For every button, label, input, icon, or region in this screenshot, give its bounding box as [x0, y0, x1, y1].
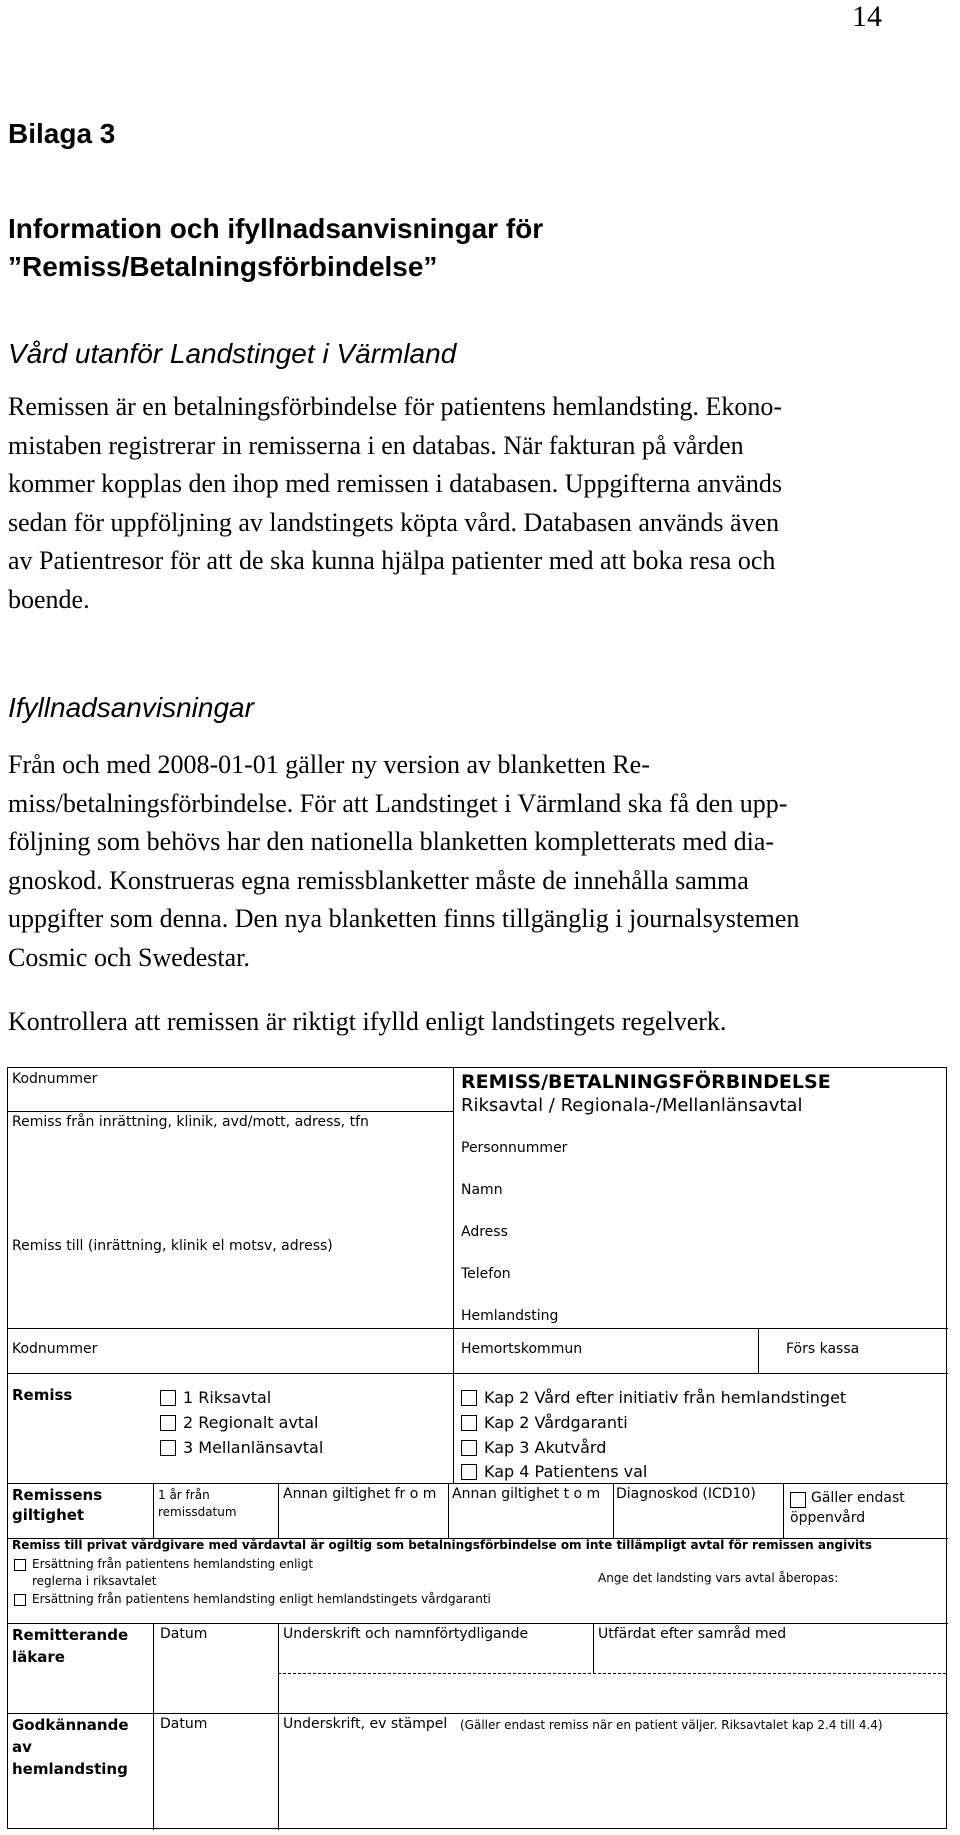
label-fors-kassa: Förs kassa [786, 1341, 860, 1357]
label-hemortskommun: Hemortskommun [461, 1341, 583, 1357]
label-remissens: Remissens [12, 1486, 103, 1504]
option-kap4-patientens-val: Kap 4 Patientens val [484, 1462, 648, 1481]
label-kodnummer-2: Kodnummer [12, 1341, 98, 1357]
checkbox-ersattning-riksavtal[interactable] [14, 1559, 26, 1571]
section-title-vard: Vård utanför Landstinget i Värmland [8, 338, 457, 369]
dashed-divider [278, 1673, 946, 1674]
paragraph-line: sedan för uppföljning av landstingets köpta vård. Databasen används även [8, 507, 780, 537]
label-ange-landsting: Ange det landsting vars avtal åberopas: [598, 1571, 839, 1585]
label-remiss-fran: Remiss från inrättning, klinik, avd/mott, adress, tfn [12, 1114, 369, 1130]
divider [278, 1483, 279, 1538]
divider [593, 1623, 594, 1673]
option-kap3-akutvard: Kap 3 Akutvård [484, 1438, 607, 1457]
checkbox-riksavtal[interactable] [160, 1390, 176, 1406]
divider [453, 1328, 454, 1373]
paragraph-line: Från och med 2008-01-01 gäller ny version av blanketten Re- [8, 750, 650, 779]
label-remiss: Remiss [12, 1386, 73, 1404]
page-number: 14 [852, 0, 882, 33]
label-datum: Datum [160, 1626, 208, 1642]
label-hemlandsting-godk: hemlandsting [12, 1760, 128, 1778]
label-godkannande: Godkännande [12, 1716, 129, 1734]
label-utfardat: Utfärdat efter samråd med [598, 1626, 787, 1642]
paragraph-line: uppgifter som denna. Den nya blanketten finns tillgänglig i journalsystemen [8, 904, 800, 934]
checkbox-kap2-vardgaranti[interactable] [461, 1415, 477, 1431]
checkbox-mellanlansavtal[interactable] [160, 1440, 176, 1456]
check-instruction: Kontrollera att remissen är riktigt ifylld enligt landstingets regelverk. [8, 1007, 727, 1036]
paragraph-line: mistaben registrerar in remisserna i en databas. När fakturan på vården [8, 430, 744, 460]
paragraph-line: boende. [8, 584, 90, 614]
label-adress: Adress [461, 1224, 508, 1240]
divider [613, 1483, 614, 1538]
label-diagnoskod: Diagnoskod (ICD10) [616, 1486, 756, 1502]
label-av: av [12, 1738, 32, 1756]
label-remitterande: Remitterande [12, 1626, 129, 1644]
option-kap2-initiativ: Kap 2 Vård efter initiativ från hemlandstinget [484, 1388, 847, 1407]
label-lakare: läkare [12, 1648, 65, 1666]
checkbox-oppenvard[interactable] [790, 1492, 806, 1508]
checkbox-kap3-akutvard[interactable] [461, 1440, 477, 1456]
checkbox-kap2-initiativ[interactable] [461, 1390, 477, 1406]
divider [8, 1623, 948, 1624]
remiss-form [7, 1067, 947, 1829]
option-riksavtal: 1 Riksavtal [183, 1388, 272, 1407]
divider [8, 1373, 948, 1374]
divider [448, 1483, 449, 1538]
main-title-line: ”Remiss/Betalningsförbindelse” [8, 251, 438, 282]
divider [8, 1328, 948, 1329]
paragraph-line: följning som behövs har den nationella blanketten kompletterats med dia- [8, 827, 775, 857]
divider [278, 1623, 279, 1830]
label-remiss-till: Remiss till (inrättning, klinik el motsv, adress) [12, 1238, 333, 1254]
divider [8, 1713, 948, 1714]
label-hemlandsting: Hemlandsting [461, 1308, 559, 1324]
label-datum-2: Datum [160, 1716, 208, 1732]
label-remissdatum: remissdatum [158, 1505, 237, 1519]
label-annan-fr-o-m: Annan giltighet fr o m [283, 1486, 437, 1502]
main-title-line: Information och ifyllnadsanvisningar för [8, 213, 544, 244]
label-underskrift-namn: Underskrift och namnförtydligande [283, 1626, 529, 1642]
label-giltighet: giltighet [12, 1506, 85, 1524]
option-regionalt-avtal: 2 Regionalt avtal [183, 1413, 319, 1432]
label-telefon: Telefon [461, 1266, 511, 1282]
divider [758, 1328, 759, 1373]
divider [153, 1483, 154, 1538]
paragraph-line: av Patientresor för att de ska kunna hjälpa patienter med att boka resa och [8, 546, 776, 576]
option-mellanlansavtal: 3 Mellanlänsavtal [183, 1438, 324, 1457]
paragraph-line: gnoskod. Konstrueras egna remissblanketter måste de innehålla samma [8, 865, 749, 895]
label-personnummer: Personnummer [461, 1140, 568, 1156]
divider [8, 1111, 453, 1112]
section1-paragraph [8, 388, 950, 620]
divider [153, 1623, 154, 1830]
label-underskrift-stampel: Underskrift, ev stämpel [283, 1716, 448, 1732]
divider [453, 1373, 454, 1483]
label-annan-t-o-m: Annan giltighet t o m [452, 1486, 601, 1502]
label-reglerna-riksavtalet: reglerna i riksavtalet [32, 1574, 157, 1588]
paragraph-line: Remissen är en betalningsförbindelse för patientens hemlandsting. Ekono- [8, 392, 783, 421]
main-title [8, 210, 908, 286]
label-oppenvard: öppenvård [790, 1510, 866, 1526]
appendix-title: Bilaga 3 [8, 118, 116, 149]
label-ersattning-vardgaranti: Ersättning från patientens hemlandsting enligt hemlandstingets vårdgaranti [32, 1592, 491, 1606]
paragraph-line: miss/betalningsförbindelse. För att Landstinget i Värmland ska få den upp- [8, 788, 788, 818]
label-kodnummer: Kodnummer [12, 1071, 98, 1087]
checkbox-ersattning-vardgaranti[interactable] [14, 1594, 26, 1606]
label-namn: Namn [461, 1182, 503, 1198]
paragraph-line: Cosmic och Swedestar. [8, 942, 250, 972]
checkbox-kap4-patientens-val[interactable] [461, 1464, 477, 1480]
section2-paragraph [8, 746, 950, 978]
label-galler-endast: Gäller endast [811, 1490, 905, 1506]
disclaimer-text: Remiss till privat vårdgivare med vårdavtal är ogiltig som betalningsförbindelse om inte tillämpligt avtal för remissen angivits [12, 1538, 873, 1552]
form-title: REMISS/BETALNINGSFÖRBINDELSE [461, 1071, 831, 1093]
paragraph-line: kommer kopplas den ihop med remissen i databasen. Uppgifterna används [8, 469, 783, 499]
label-ersattning-riksavtal: Ersättning från patientens hemlandsting enligt [32, 1557, 314, 1571]
checkbox-regionalt-avtal[interactable] [160, 1415, 176, 1431]
label-underskrift-note: (Gäller endast remiss när en patient väljer. Riksavtalet kap 2.4 till 4.4) [460, 1718, 883, 1732]
form-subtitle: Riksavtal / Regionala-/Mellanlänsavtal [461, 1095, 803, 1116]
option-kap2-vardgaranti: Kap 2 Vårdgaranti [484, 1413, 628, 1432]
divider [453, 1068, 454, 1328]
section-title-ifyllnad: Ifyllnadsanvisningar [8, 692, 254, 723]
label-ett-ar-fran: 1 år från [158, 1488, 210, 1502]
divider [8, 1483, 948, 1484]
divider [783, 1483, 784, 1538]
